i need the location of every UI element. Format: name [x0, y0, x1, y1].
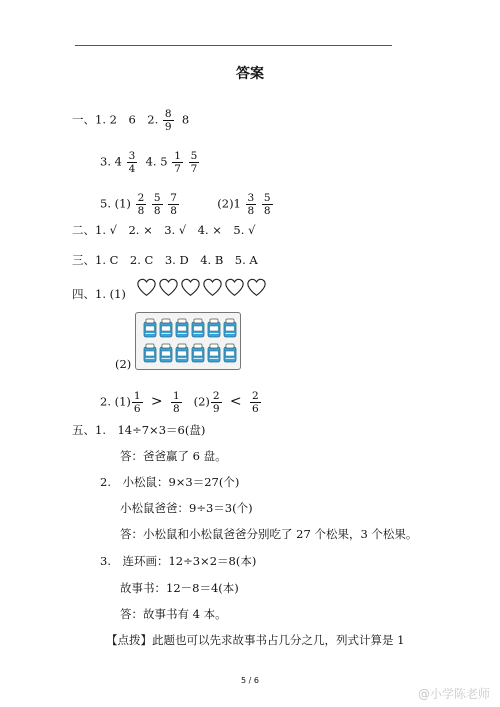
heart-icon [158, 278, 179, 297]
watermark: @小学陈老师 [417, 687, 490, 701]
page-number: 5 / 6 [241, 676, 259, 685]
cake-icon [143, 318, 157, 338]
comparison-operator: < [229, 393, 242, 410]
heart-icon [136, 278, 157, 297]
fraction: $\frac{5}{8}$ [263, 192, 271, 217]
fraction: $\frac{3}{4}$ [128, 150, 136, 175]
cake-icon [159, 343, 173, 363]
fraction: $\frac{2}{8}$ [137, 192, 145, 217]
fraction: $\frac{1}{8}$ [172, 390, 180, 415]
answer-row-3: 5. (1) $\frac{2}{8}$ $\frac{5}{8}$ $\frac{7}{8}$ (2)1 $\frac{3}{8}$ $\frac{5}{8}$ [100, 192, 271, 217]
cake-icon [207, 343, 221, 363]
answer-5-3-reply: 答：故事书有 4 本。 [120, 607, 227, 621]
fraction: $\frac{5}{8}$ [153, 192, 161, 217]
cake-icon [175, 343, 189, 363]
answer-section-4-label: 四、1. (1) [72, 287, 126, 301]
page-title: 答案 [236, 66, 264, 82]
answer-row-2: 3. 4 $\frac{3}{4}$ 4. 5 $\frac{1}{7}$ $\frac{5}{7}$ [100, 150, 198, 175]
cake-icon [143, 343, 157, 363]
answer-5-3-line2: 故事书：12－8＝4(本) [120, 581, 239, 595]
fraction: $\frac{5}{7}$ [190, 150, 198, 175]
heart-icon [180, 278, 201, 297]
cake-icon [175, 318, 189, 338]
cake-tray-drawing [135, 312, 241, 370]
fraction: $\frac{2}{6}$ [251, 390, 259, 415]
answer-4-1-2-label: (2) [115, 357, 132, 371]
answer-5-1: 五、1. 14÷7×3＝6(盘) [72, 423, 206, 437]
answer-5-1-reply: 答：爸爸赢了 6 盘。 [120, 449, 227, 463]
answer-5-3-tip: 【点拨】此题也可以先求故事书占几分之几，列式计算是 1 [106, 633, 405, 647]
fraction: $\frac{1}{6}$ [133, 390, 141, 415]
fraction: $\frac{2}{9}$ [212, 390, 220, 415]
answer-5-2: 2. 小松鼠：9×3＝27(个) [100, 475, 240, 489]
answer-5-2-line2: 小松鼠爸爸：9÷3＝3(个) [120, 501, 253, 515]
answer-4-2: 2. (1) $\frac{1}{6}$ > $\frac{1}{8}$ (2) $\frac{2}{9}$ < $\frac{2}{6}$ [100, 390, 259, 415]
answer-row-1: 一、1. 2 6 2. $\frac{8}{9}$ 8 [72, 108, 190, 133]
fraction: $\frac{3}{8}$ [247, 192, 255, 217]
fraction: $\frac{8}{9}$ [164, 108, 172, 133]
cake-icon [159, 318, 173, 338]
answer-section-3: 三、1. C 2. C 3. D 4. B 5. A [72, 253, 258, 267]
cake-icon [207, 318, 221, 338]
cake-icon [223, 343, 237, 363]
answer-5-2-reply: 答：小松鼠和小松鼠爸爸分别吃了 27 个松果，3 个松果。 [120, 527, 418, 541]
cake-icon [223, 318, 237, 338]
heart-icon [246, 278, 267, 297]
fraction: $\frac{1}{7}$ [174, 150, 181, 175]
cake-icon [191, 318, 205, 338]
cake-icon [191, 343, 205, 363]
header-rule [75, 45, 392, 46]
comparison-operator: > [150, 393, 163, 410]
answer-5-3: 3. 连环画：12÷3×2＝8(本) [100, 554, 257, 568]
answer-section-2: 二、1. √ 2. × 3. √ 4. × 5. √ [72, 223, 256, 237]
fraction: $\frac{7}{8}$ [170, 192, 177, 217]
heart-icon [202, 278, 223, 297]
hearts-drawing [136, 278, 267, 297]
heart-icon [224, 278, 245, 297]
